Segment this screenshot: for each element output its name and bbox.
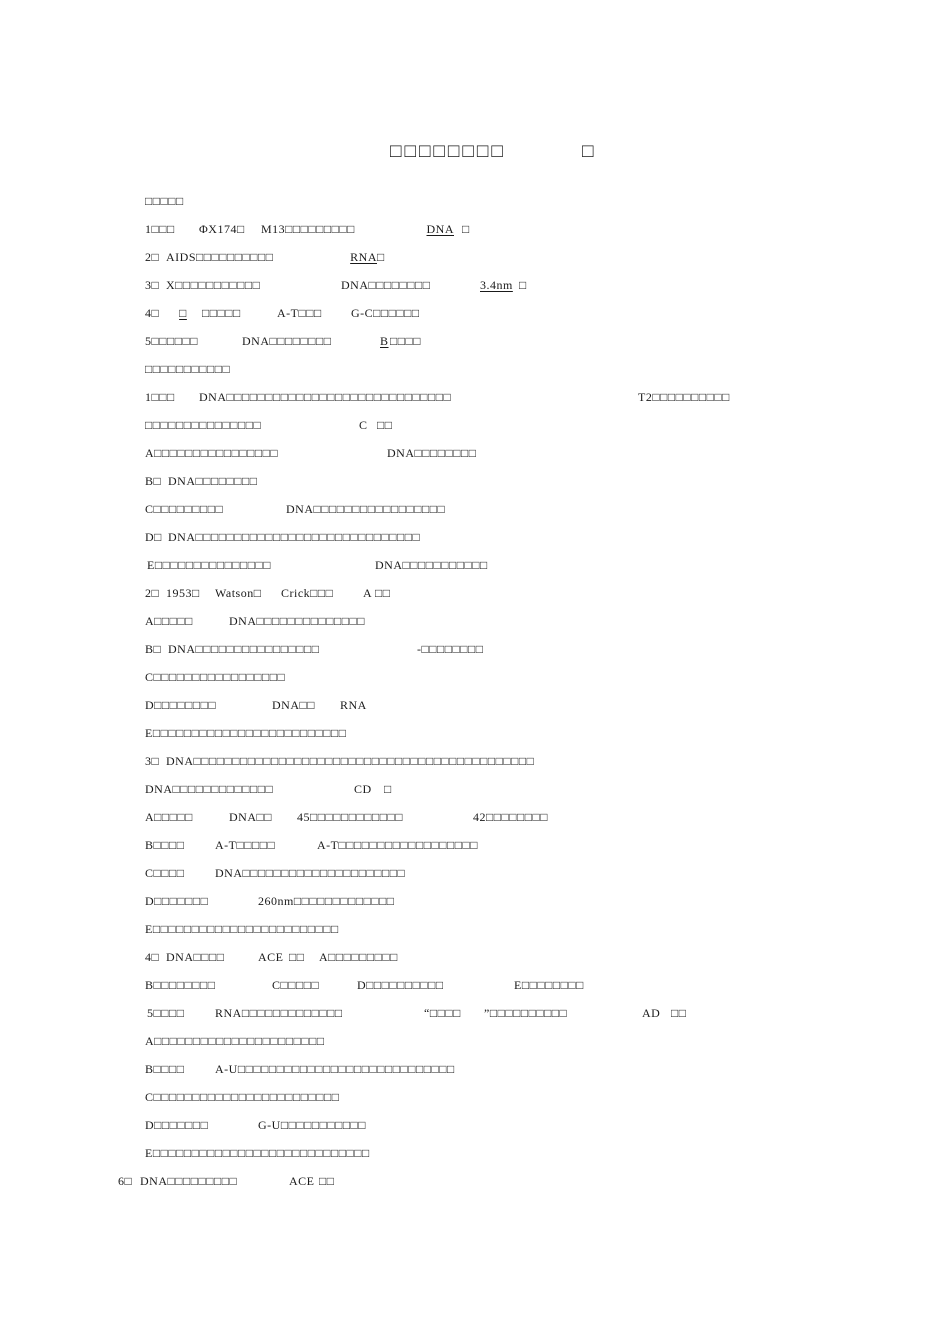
s2-q2-option-d-2: DNA□□ bbox=[272, 698, 315, 712]
s2-q5-text2: “□□□□ bbox=[424, 1006, 461, 1020]
s2-q2-option-b-2: DNA□□□□□□□□□□□□□□□□ bbox=[168, 642, 320, 656]
s2-q1-option-d-2: DNA□□□□□□□□□□□□□□□□□□□□□□□□□□□□□ bbox=[168, 530, 421, 544]
s2-q1-option-e: E□□□□□□□□□□□□□□□ bbox=[147, 558, 272, 572]
s2-q1-option-e-2: DNA□□□□□□□□□□□ bbox=[375, 558, 488, 572]
s2-q1-option-d: D□ bbox=[145, 530, 162, 544]
s2-q3-num: 3□ bbox=[145, 754, 160, 768]
s2-q1-text2: T2□□□□□□□□□□ bbox=[638, 390, 730, 404]
s2-q3-option-c: C□□□□ bbox=[145, 866, 185, 880]
s1-q1-text2: M13□□□□□□□□□ bbox=[261, 222, 355, 236]
s2-q5-text1: RNA□□□□□□□□□□□□□ bbox=[215, 1006, 343, 1020]
s2-q2-option-b: B□ bbox=[145, 642, 162, 656]
s2-q1-option-c: C□□□□□□□□□ bbox=[145, 502, 224, 516]
s2-q2-option-d: D□□□□□□□□ bbox=[145, 698, 217, 712]
s2-q2-option-a-2: DNA□□□□□□□□□□□□□□ bbox=[229, 614, 365, 628]
s2-q3-option-d: D□□□□□□□ bbox=[145, 894, 209, 908]
s1-q2-answer: RNA bbox=[350, 250, 377, 264]
s1-q1-num: 1□□□ bbox=[145, 222, 175, 236]
s1-q5-text: DNA□□□□□□□□ bbox=[242, 334, 332, 348]
s2-q4-num: 4□ bbox=[145, 950, 160, 964]
s2-q5-text3: ”□□□□□□□□□□ bbox=[484, 1006, 568, 1020]
s1-q4-num: 4□ bbox=[145, 306, 160, 320]
s2-q6-answer: ACE bbox=[289, 1174, 315, 1188]
s2-q4-end: □□ bbox=[289, 950, 305, 964]
s2-q3-option-a-3: 45□□□□□□□□□□□□ bbox=[297, 810, 403, 824]
s1-q4-text2: A-T□□□ bbox=[277, 306, 322, 320]
s2-q5-option-e: E□□□□□□□□□□□□□□□□□□□□□□□□□□□□ bbox=[145, 1146, 370, 1160]
s2-q5-end: □□ bbox=[671, 1006, 687, 1020]
s2-q6-num: 6□ bbox=[118, 1174, 133, 1188]
s2-q3-option-a-2: DNA□□ bbox=[229, 810, 272, 824]
s2-q5-option-c: C□□□□□□□□□□□□□□□□□□□□□□□□ bbox=[145, 1090, 340, 1104]
s2-q1-option-c-2: DNA□□□□□□□□□□□□□□□□□ bbox=[286, 502, 446, 516]
s2-q4-option-a: A□□□□□□□□□ bbox=[319, 950, 398, 964]
page-title: □□□□□□□□ bbox=[390, 141, 506, 162]
s2-q1-option-a-2: DNA□□□□□□□□ bbox=[387, 446, 477, 460]
s2-q2-option-a: A□□□□□ bbox=[145, 614, 193, 628]
s2-q1-end: □□ bbox=[377, 418, 393, 432]
s2-q1-option-a: A□□□□□□□□□□□□□□□□ bbox=[145, 446, 279, 460]
s2-q3-option-b-3: A-T□□□□□□□□□□□□□□□□□□ bbox=[317, 838, 478, 852]
s2-q3-end: □ bbox=[384, 782, 392, 796]
s2-q3-option-a-4: 42□□□□□□□□ bbox=[473, 810, 548, 824]
s1-q1-end: □ bbox=[462, 222, 470, 236]
s2-q2-option-d-3: RNA bbox=[340, 698, 367, 712]
s2-q4-text: DNA□□□□ bbox=[166, 950, 225, 964]
s2-q3-option-c-2: DNA□□□□□□□□□□□□□□□□□□□□□ bbox=[215, 866, 406, 880]
s2-q3-text1: DNA□□□□□□□□□□□□□□□□□□□□□□□□□□□□□□□□□□□□□□□□□□□□ bbox=[166, 754, 535, 768]
s2-q2-end: □□ bbox=[375, 586, 391, 600]
section2-heading: □□□□□□□□□□□ bbox=[145, 362, 231, 376]
s2-q1-text3: □□□□□□□□□□□□□□□ bbox=[145, 418, 262, 432]
s2-q5-option-d-2: G-U□□□□□□□□□□□ bbox=[258, 1118, 367, 1132]
s2-q3-option-a: A□□□□□ bbox=[145, 810, 193, 824]
s1-q2-text: AIDS□□□□□□□□□□ bbox=[166, 250, 274, 264]
section1-heading: □□□□□ bbox=[145, 194, 184, 208]
s2-q5-num: 5□□□□ bbox=[147, 1006, 185, 1020]
s2-q5-option-d: D□□□□□□□ bbox=[145, 1118, 209, 1132]
s1-q3-num: 3□ bbox=[145, 278, 160, 292]
s2-q5-option-b-2: A-U□□□□□□□□□□□□□□□□□□□□□□□□□□□□ bbox=[215, 1062, 455, 1076]
s1-q3-text2: DNA□□□□□□□□ bbox=[341, 278, 431, 292]
s2-q2-option-b-3: -□□□□□□□□ bbox=[417, 642, 484, 656]
s2-q2-num: 2□ bbox=[145, 586, 160, 600]
s2-q3-answer: CD bbox=[354, 782, 372, 796]
title-mark: □ bbox=[582, 141, 594, 162]
s2-q1-option-b-2: DNA□□□□□□□□ bbox=[168, 474, 258, 488]
s2-q4-answer: ACE bbox=[258, 950, 284, 964]
s2-q4-option-e: E□□□□□□□□ bbox=[514, 978, 584, 992]
s1-q5-end: □□□□ bbox=[390, 334, 421, 348]
s2-q2-text2: Watson□ bbox=[215, 586, 262, 600]
s2-q1-option-b: B□ bbox=[145, 474, 162, 488]
s2-q4-option-b: B□□□□□□□□ bbox=[145, 978, 216, 992]
s2-q5-option-a: A□□□□□□□□□□□□□□□□□□□□□□ bbox=[145, 1034, 325, 1048]
s1-q3-end: □ bbox=[519, 278, 527, 292]
s1-q2-num: 2□ bbox=[145, 250, 160, 264]
s2-q4-option-d: D□□□□□□□□□□ bbox=[357, 978, 444, 992]
s2-q2-text1: 1953□ bbox=[166, 586, 200, 600]
s1-q4-text1: □□□□□ bbox=[202, 306, 241, 320]
s1-q5-num: 5□□□□□□ bbox=[145, 334, 198, 348]
s2-q4-option-c: C□□□□□ bbox=[272, 978, 320, 992]
s1-q1-answer: DNA bbox=[426, 222, 454, 236]
s2-q5-option-b: B□□□□ bbox=[145, 1062, 185, 1076]
s2-q3-option-b: B□□□□ bbox=[145, 838, 185, 852]
s2-q3-text2: DNA□□□□□□□□□□□□□ bbox=[145, 782, 274, 796]
s1-q4-text3: G-C□□□□□□ bbox=[351, 306, 420, 320]
s2-q2-answer: A bbox=[363, 586, 373, 600]
s1-q1-text1: ΦX174□ bbox=[199, 222, 245, 236]
s2-q2-option-e: E□□□□□□□□□□□□□□□□□□□□□□□□□ bbox=[145, 726, 347, 740]
s2-q3-option-b-2: A-T□□□□□ bbox=[215, 838, 276, 852]
s2-q1-answer: C bbox=[359, 418, 368, 432]
s2-q1-num: 1□□□ bbox=[145, 390, 175, 404]
s2-q6-end: □□ bbox=[319, 1174, 335, 1188]
s1-q4-answer: □ bbox=[179, 306, 187, 320]
s1-q3-text1: X□□□□□□□□□□□ bbox=[166, 278, 261, 292]
s2-q1-text1: DNA□□□□□□□□□□□□□□□□□□□□□□□□□□□□□ bbox=[199, 390, 452, 404]
s2-q6-text: DNA□□□□□□□□□ bbox=[140, 1174, 238, 1188]
s2-q2-option-c: C□□□□□□□□□□□□□□□□□ bbox=[145, 670, 286, 684]
s2-q2-text3: Crick□□□ bbox=[281, 586, 334, 600]
s1-q5-answer: B bbox=[380, 334, 389, 348]
s2-q5-answer: AD bbox=[642, 1006, 661, 1020]
s2-q3-option-d-2: 260nm□□□□□□□□□□□□□ bbox=[258, 894, 395, 908]
s1-q3-answer: 3.4nm bbox=[480, 278, 513, 292]
s2-q3-option-e: E□□□□□□□□□□□□□□□□□□□□□□□□ bbox=[145, 922, 339, 936]
s1-q2-end: □ bbox=[377, 250, 385, 264]
